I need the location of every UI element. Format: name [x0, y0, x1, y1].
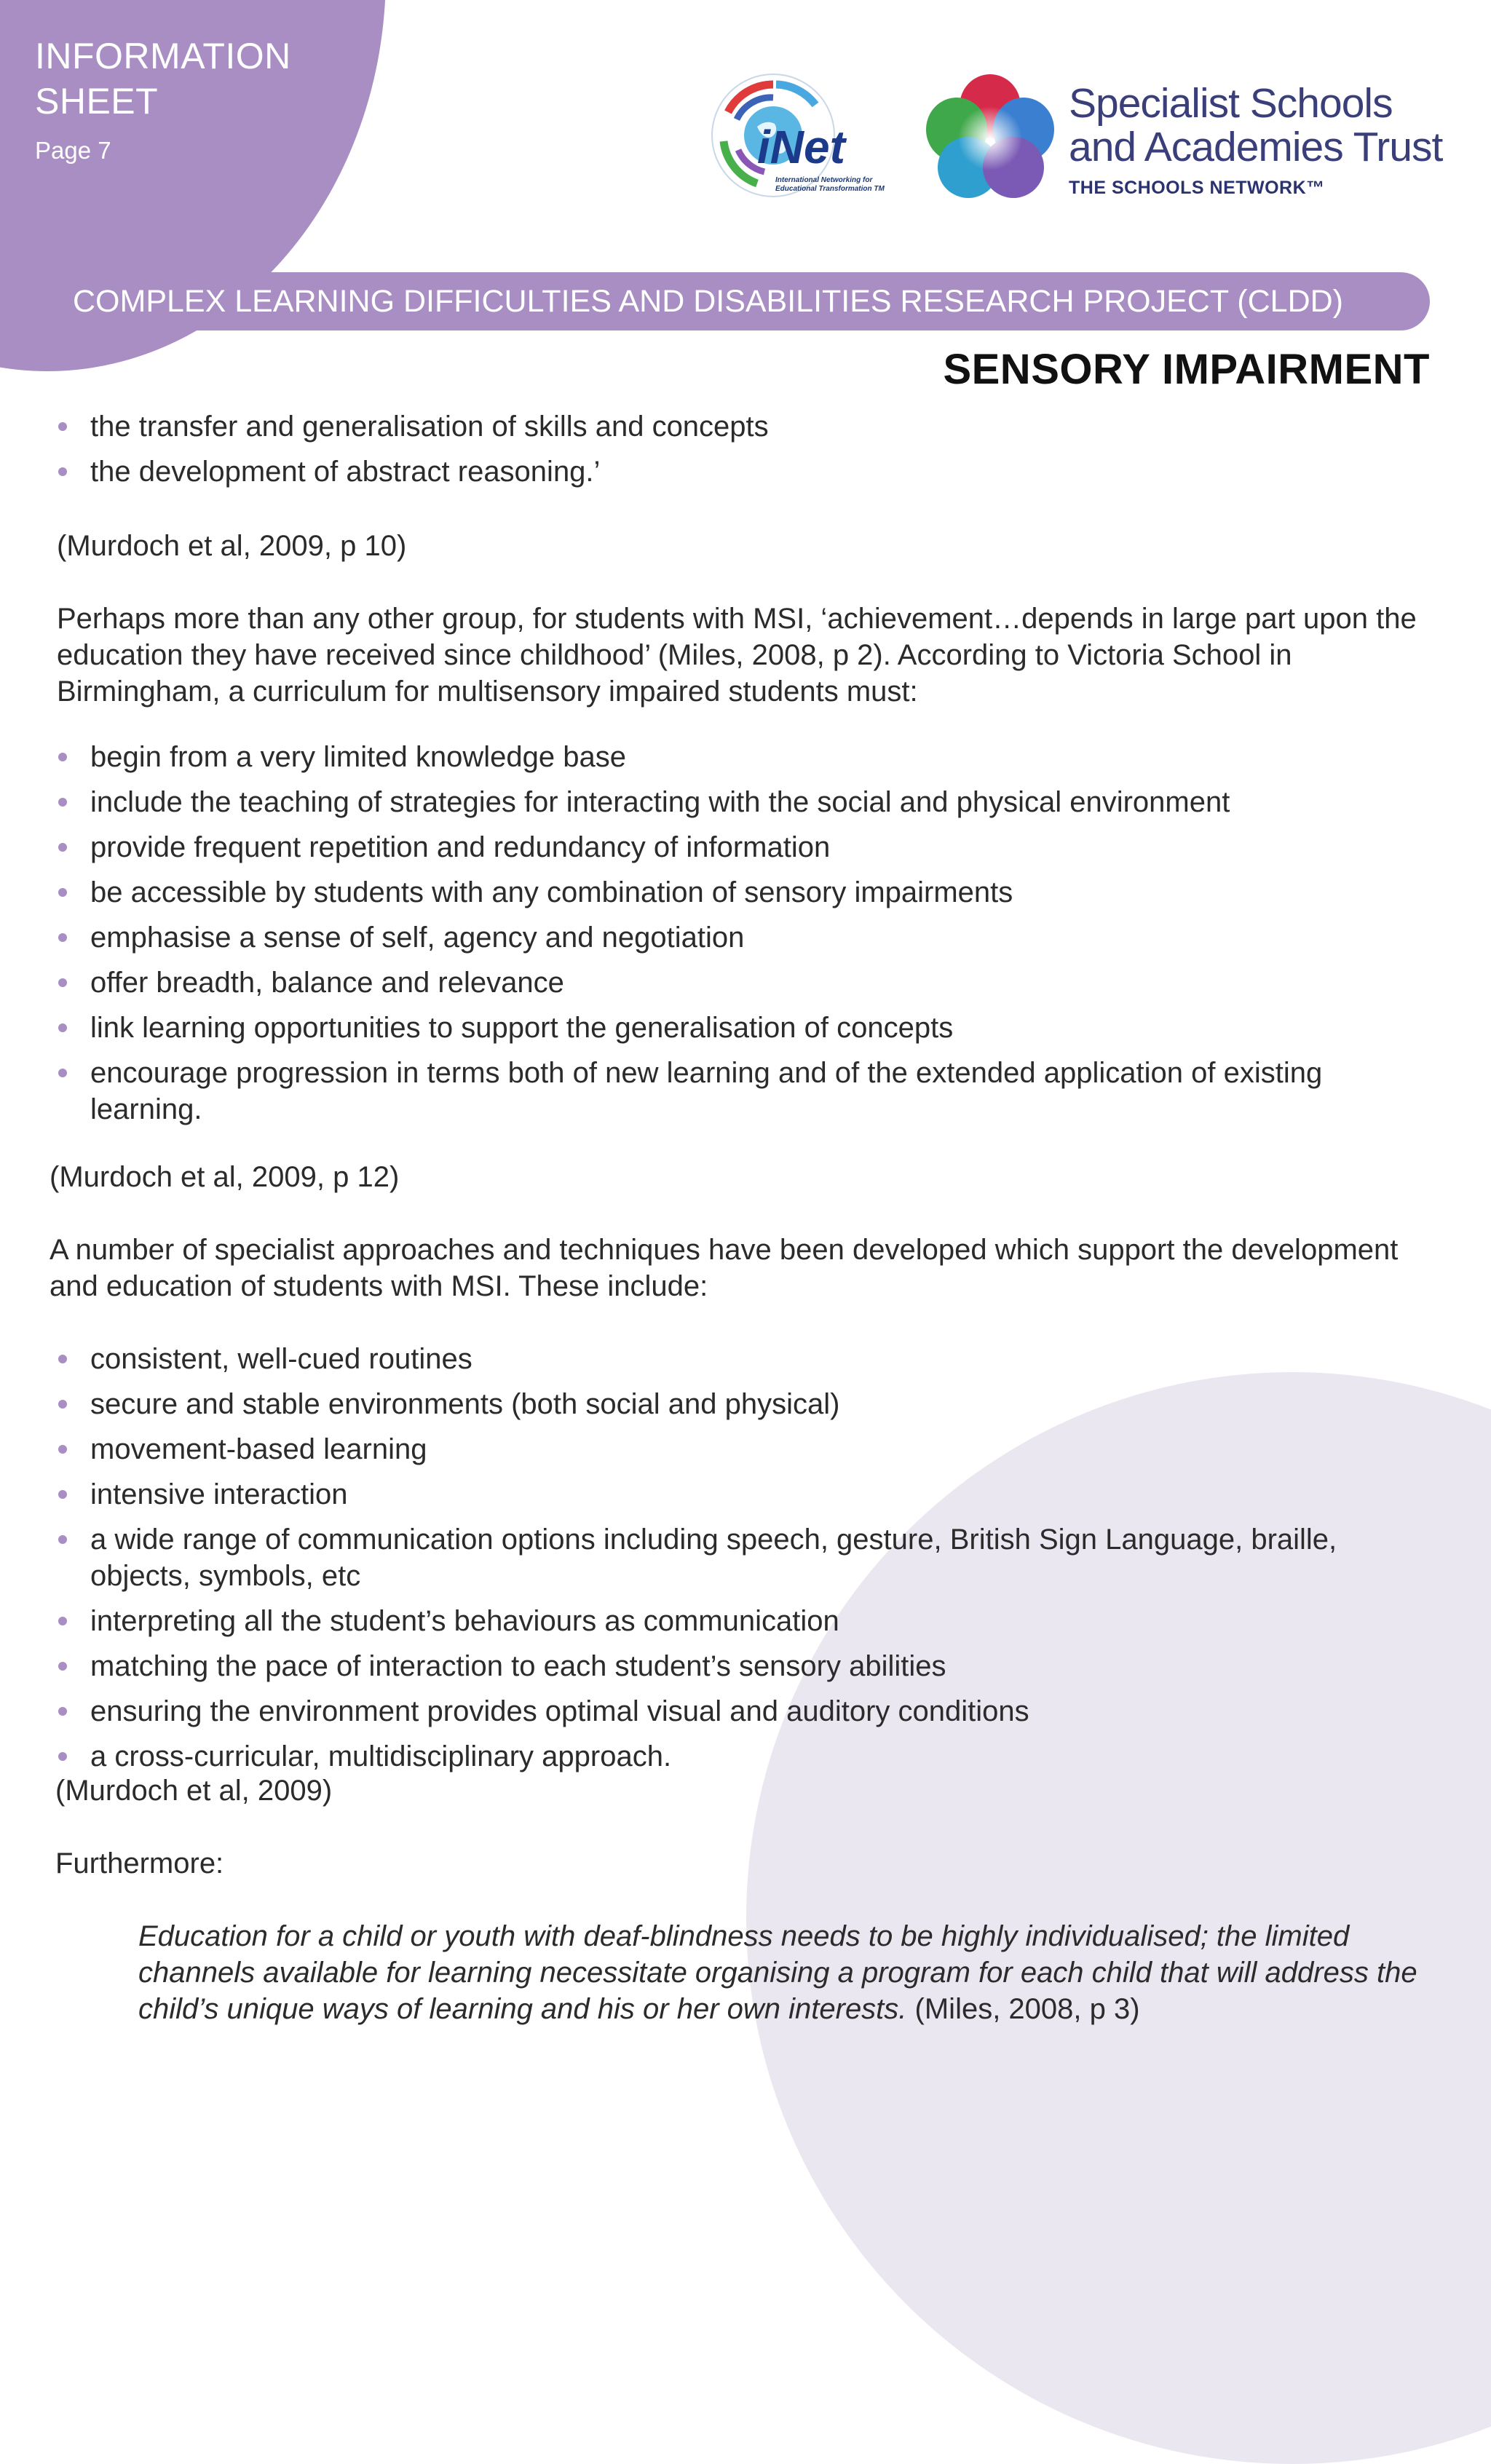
sheet-label: INFORMATION SHEET — [35, 36, 291, 122]
ssat-name-line1: Specialist Schools — [1069, 80, 1393, 127]
quote-text: Education for a child or youth with deaf-blindness needs to be highly individualised; the limited channels available for learning necessitate organising a program for each child that will address the child’s unique ways of learning and his or her own interests. — [138, 1920, 1417, 2025]
list-item: ensuring the environment provides optimal visual and auditory conditions — [55, 1693, 1431, 1730]
inet-caption: International Networking for Educational Transformation TM — [775, 176, 885, 193]
svg-text:iNet: iNet — [757, 121, 845, 173]
bullet-list-curriculum — [55, 739, 1431, 1136]
citation-2: (Murdoch et al, 2009, p 12) — [50, 1161, 400, 1193]
ssat-flower-icon — [925, 71, 1056, 202]
citation-3: (Murdoch et al, 2009) — [55, 1775, 333, 1807]
list-item: secure and stable environments (both social and physical) — [55, 1386, 1431, 1422]
list-item: movement-based learning — [55, 1431, 1431, 1467]
block-quote — [138, 1918, 1434, 2027]
list-item: the development of abstract reasoning.’ — [55, 453, 1431, 490]
list-item: consistent, well-cued routines — [55, 1341, 1431, 1377]
paragraph-2: A number of specialist approaches and techniques have been developed which support the development and education of students with MSI. These include: — [50, 1234, 1399, 1302]
list-item: include the teaching of strategies for interacting with the social and physical environment — [55, 784, 1431, 820]
ssat-name-line2: and Academies Trust — [1069, 124, 1443, 170]
list-item: the transfer and generalisation of skills and concepts — [55, 408, 1431, 445]
list-item: be accessible by students with any combination of sensory impairments — [55, 874, 1431, 911]
list-item: link learning opportunities to support the generalisation of concepts — [55, 1010, 1431, 1046]
ssat-wordmark — [1069, 82, 1442, 199]
list-item: provide frequent repetition and redundancy of information — [55, 829, 1431, 865]
quote-citation: (Miles, 2008, p 3) — [906, 1993, 1140, 2025]
list-item: begin from a very limited knowledge base — [55, 739, 1431, 775]
list-item: a cross-curricular, multidisciplinary approach. — [55, 1738, 1431, 1775]
paragraph-3: Furthermore: — [55, 1847, 224, 1879]
inet-logo — [706, 68, 897, 204]
list-item: matching the pace of interaction to each student’s sensory abilities — [55, 1648, 1431, 1684]
ssat-network-label: THE SCHOOLS NETWORK™ — [1069, 178, 1325, 198]
list-item: offer breadth, balance and relevance — [55, 964, 1431, 1001]
list-item: intensive interaction — [55, 1476, 1431, 1513]
citation-1: (Murdoch et al, 2009, p 10) — [57, 530, 407, 562]
page-subject-heading: SENSORY IMPAIRMENT — [943, 346, 1430, 393]
list-item: emphasise a sense of self, agency and negotiation — [55, 919, 1431, 956]
list-item: a wide range of communication options including speech, gesture, British Sign Language, braille, objects, symbols, etc — [55, 1521, 1431, 1594]
page-number: Page 7 — [35, 137, 111, 164]
list-item: encourage progression in terms both of new learning and of the extended application of existing learning. — [55, 1055, 1431, 1128]
project-banner-title: COMPLEX LEARNING DIFFICULTIES AND DISABILITIES RESEARCH PROJECT (CLDD) — [73, 284, 1344, 319]
bullet-list-top — [55, 408, 1431, 499]
paragraph-1: Perhaps more than any other group, for students with MSI, ‘achievement…depends in large part upon the education they have received since childhood’ (Miles, 2008, p 2). According to Victoria School in Birmingham, a curriculum for multisensory impaired students must: — [57, 603, 1417, 708]
bullet-list-approaches — [55, 1341, 1431, 1783]
list-item: interpreting all the student’s behaviours as communication — [55, 1603, 1431, 1639]
